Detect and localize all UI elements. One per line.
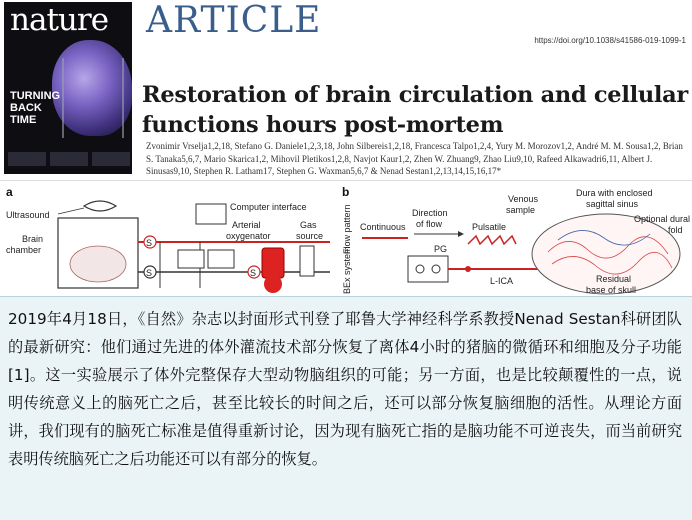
- cover-brand: nature: [10, 2, 109, 38]
- brain-shape: [70, 246, 126, 282]
- panel-b-diagram: [338, 182, 692, 296]
- summary-paragraph: 2019年4月18日，《自然》杂志以封面形式刊登了耶鲁大学神经科学系教授Nenad Sestan科研团队的最新研究：他们通过先进的体外灌流技术部分恢复了离体4小时的猪脑的微循环和细胞及分子功能[1]。这一实验展示了体外完整保存大型动物脑组织的可能；另一方面，也是比较颠覆性的一点，说明传统意义上的脑死亡之后，甚至比较长的时间之后，还可以部分恢复脑细胞的活性。从理论方面讲，我们现有的脑死亡标准是值得重新讨论，因为现有脑死亡指的是脑功能不可逆丧失，而当前研究表明传统脑死亡之后功能还可以有部分的恢复。: [8, 310, 682, 468]
- summary-box: [0, 296, 692, 520]
- ultrasound-probe: [84, 201, 116, 211]
- optional-label-1: Optional dural: [634, 214, 691, 224]
- gas-cylinder-icon: [300, 246, 314, 276]
- residual-label-1: Residual: [596, 274, 632, 284]
- flow-pattern-label: Flow pattern: [342, 204, 352, 254]
- gas-label-2: source: [296, 231, 324, 241]
- sensor-label: S: [250, 268, 257, 278]
- residual-label-2: base of skull: [586, 285, 637, 295]
- sensor-label: S: [146, 238, 153, 248]
- divider: [0, 180, 692, 181]
- filter-box: [178, 250, 204, 268]
- continuous-label: Continuous: [360, 222, 406, 232]
- ultrasound-pointer: [58, 208, 84, 214]
- doi-link[interactable]: https://doi.org/10.1038/s41586-019-1099-1: [534, 36, 686, 45]
- l-ica-label: L-ICA: [490, 276, 514, 286]
- cover-tagline: TURNING BACK TIME: [10, 90, 61, 126]
- brain-chamber-label-2: chamber: [6, 245, 42, 255]
- brain-chamber-label-1: Brain: [22, 234, 44, 244]
- venous-label-1: Venous: [508, 194, 539, 204]
- section-label: ARTICLE: [146, 0, 322, 41]
- arterial-label-2: oxygenator: [226, 231, 271, 241]
- venous-label-2: sample: [506, 205, 536, 215]
- panel-a-diagram: [0, 182, 334, 296]
- direction-label-2: of flow: [416, 219, 443, 229]
- cover-thumb: [50, 152, 88, 166]
- figure-panel-b: [338, 182, 692, 296]
- gas-label-1: Gas: [300, 220, 317, 230]
- pulsatile-label: Pulsatile: [472, 222, 507, 232]
- cover-thumbnails: [8, 152, 130, 166]
- dura-label-2: sagittal sinus: [586, 199, 639, 209]
- ultrasound-label: Ultrasound: [6, 210, 50, 220]
- reservoir-icon: [264, 275, 282, 293]
- junction-icon: [465, 266, 471, 272]
- panel-a-label: a: [6, 185, 13, 199]
- bex-system-label: BEx system: [342, 246, 352, 294]
- optional-label-2: fold: [668, 225, 683, 235]
- panel-b-label: b: [342, 185, 350, 199]
- nature-cover-image: [4, 2, 132, 174]
- sensor-label: S: [146, 268, 153, 278]
- pg-label: PG: [434, 244, 448, 254]
- direction-label-1: Direction: [412, 208, 448, 218]
- filter-box: [208, 250, 234, 268]
- cover-thumb: [8, 152, 46, 166]
- computer-icon: [196, 204, 226, 224]
- pump-box: [408, 256, 448, 282]
- pulsatile-flow-line: [468, 236, 516, 244]
- computer-interface-label: Computer interface: [230, 202, 307, 212]
- arterial-label-1: Arterial: [232, 220, 261, 230]
- figure-panel-a: [0, 182, 334, 296]
- arrow-head: [458, 231, 464, 237]
- dura-label-1: Dura with enclosed: [576, 188, 653, 198]
- cover-thumb: [92, 152, 130, 166]
- article-title: Restoration of brain circulation and cellular functions hours post-mortem: [142, 82, 688, 138]
- author-list: Zvonimir Vrselja1,2,18, Stefano G. Daniele1,2,3,18, John Silbereis1,2,18, Francesca Talpo1,2,4, Yury M. Morozov1,2, André M. M. Sousa1,2, Brian S. Tanaka5,6,7, Mario Skarica1,2, Mihovil Pletikos1,2,8, Navjot Kaur1,2, Zhen W. Zhuang9, Zhao Liu9,10, Rafeed Alkawadri6,11, Albert J. Sinusas9,10, Stephen R. Latham17, Stephen G. Waxman5,6,7 & Nenad Sestan1,2,13,14,15,16,17*: [146, 141, 683, 176]
- hourglass-illustration: [62, 58, 124, 138]
- oxygenator-icon: [262, 248, 284, 278]
